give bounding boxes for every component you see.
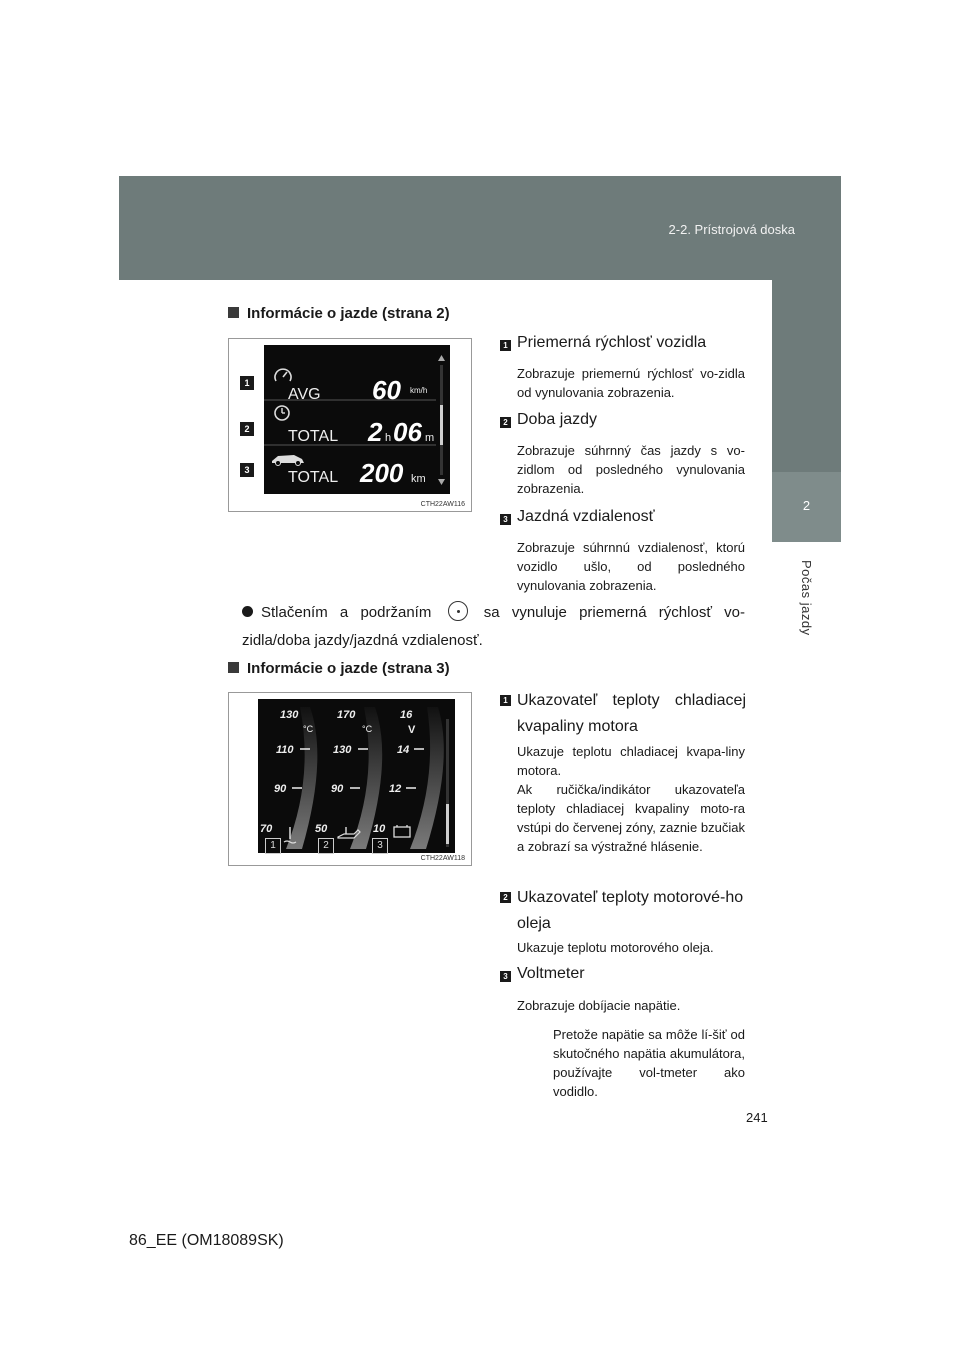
page-number: 241 [746, 1110, 768, 1125]
item-desc-p3-3: Zobrazuje dobíjacie napätie. [517, 998, 681, 1013]
row2-label: TOTAL [288, 428, 339, 445]
trip-info-display [264, 345, 450, 494]
item-number-p3-3: 3 [500, 971, 511, 982]
g3-unit: V [408, 724, 416, 736]
figure-page3 [228, 692, 472, 866]
figure-code: CTH22AW118 [420, 855, 465, 862]
square-bullet-icon [228, 662, 239, 673]
reset-instruction: Stlačením a podržaním sa vynuluje priemerná rýchlosť vo-zidla/doba jazdy/jazdná vzdialenosť. [242, 599, 745, 655]
gauge-callout-1: 1 [265, 838, 281, 854]
g1-tick-0: 130 [280, 709, 299, 721]
section-title: 2-2. Prístrojová doska [668, 222, 795, 237]
gauge-callout-3: 3 [372, 838, 388, 854]
g1-unit: °C [303, 724, 314, 734]
item-title-p3-2: Ukazovateľ teploty motorové-ho oleja [517, 889, 744, 932]
clock-icon [275, 406, 289, 420]
bullet-dot-icon [242, 606, 253, 617]
battery-icon [394, 825, 410, 837]
item-number-1: 1 [500, 340, 511, 351]
side-tab-top [772, 280, 841, 472]
item-title-3: Jazdná vzdialenosť [517, 508, 655, 525]
item-desc-p3-2: Ukazuje teplotu motorového oleja. [517, 940, 714, 955]
g2-tick-1: 130 [333, 744, 352, 756]
item-title-p3-3: Voltmeter [517, 965, 585, 982]
gauges-graphic [258, 699, 455, 853]
item-number-p3-2: 2 [500, 892, 511, 903]
g3-tick-2: 12 [389, 783, 402, 795]
heading-page3: Informácie o jazde (strana 3) [228, 660, 450, 677]
item-title-1: Priemerná rýchlosť vozidla [517, 334, 707, 351]
g3-tick-1: 14 [397, 744, 410, 756]
item-number-2: 2 [500, 417, 511, 428]
heading-page2: Informácie o jazde (strana 2) [228, 305, 450, 322]
g3-tick-0: 16 [400, 709, 413, 721]
row3-value: 200 [360, 458, 404, 488]
document-code: 86_EE (OM18089SK) [129, 1232, 284, 1249]
item-desc-1: Zobrazuje priemernú rýchlosť vo-zidla od vynulovania zobrazenia. [517, 366, 745, 400]
row1-label: AVG [288, 386, 321, 403]
row2-hours-unit: h [385, 432, 392, 444]
item-desc-3: Zobrazuje súhrnnú vzdialenosť, ktorú vozidlo ušlo, od posledného vynulovania zobrazenia. [517, 540, 745, 593]
figure-code: CTH22AW116 [420, 501, 465, 508]
row1-unit: km/h [410, 386, 428, 395]
gauge-callout-2: 2 [318, 838, 334, 854]
row2-minutes: 06 [393, 417, 422, 447]
g2-tick-2: 90 [331, 783, 344, 795]
square-bullet-icon [228, 307, 239, 318]
g3-tick-3: 10 [373, 823, 386, 835]
car-icon [272, 455, 304, 466]
row3-label: TOTAL [288, 469, 339, 486]
chapter-number: 2 [802, 498, 811, 513]
page-header [119, 176, 841, 280]
gauges-display [258, 699, 455, 853]
item-title-2: Doba jazdy [517, 411, 598, 428]
row3-unit: km [411, 473, 426, 485]
row1-value: 60 [372, 375, 401, 405]
g1-tick-1: 110 [276, 744, 294, 756]
item-number-p3-1: 1 [500, 695, 511, 706]
chapter-label: Počas jazdy [799, 560, 814, 636]
g1-tick-3: 70 [260, 823, 273, 835]
figure-callout-1: 1 [240, 376, 254, 390]
g2-tick-0: 170 [337, 709, 356, 721]
item-desc-p3-1: Ukazuje teplotu chladiacej kvapa-liny motora. Ak ručička/indikátor ukazovateľa teploty chladiacej kvapaliny moto-ra vstúpi do červenej zóny, zaznie bzučiak a zobrazí sa výstražné hlásenie. [517, 744, 745, 854]
figure-callout-2: 2 [240, 422, 254, 436]
figure-page2 [228, 338, 472, 512]
row2-hours: 2 [368, 417, 383, 447]
item-number-3: 3 [500, 514, 511, 525]
item-title-p3-1: Ukazovateľ teploty chladiacej kvapaliny motora [517, 692, 746, 735]
item-desc-2: Zobrazuje súhrnný čas jazdy s vo-zidlom od posledného vynulovania zobrazenia. [517, 443, 745, 496]
g2-unit: °C [362, 724, 373, 734]
row2-minutes-unit: m [425, 432, 435, 444]
speedometer-icon [275, 369, 291, 381]
chapter-tab [772, 472, 841, 542]
g2-tick-3: 50 [315, 823, 328, 835]
g1-tick-2: 90 [274, 783, 287, 795]
figure-callout-3: 3 [240, 463, 254, 477]
voltmeter-note: Pretože napätie sa môže lí-šiť od skutočného napätia akumulátora, používajte vol-tmeter ako vodidlo. [553, 1027, 745, 1099]
dot-button-icon [448, 601, 468, 621]
trip-info-graphic [264, 345, 450, 494]
